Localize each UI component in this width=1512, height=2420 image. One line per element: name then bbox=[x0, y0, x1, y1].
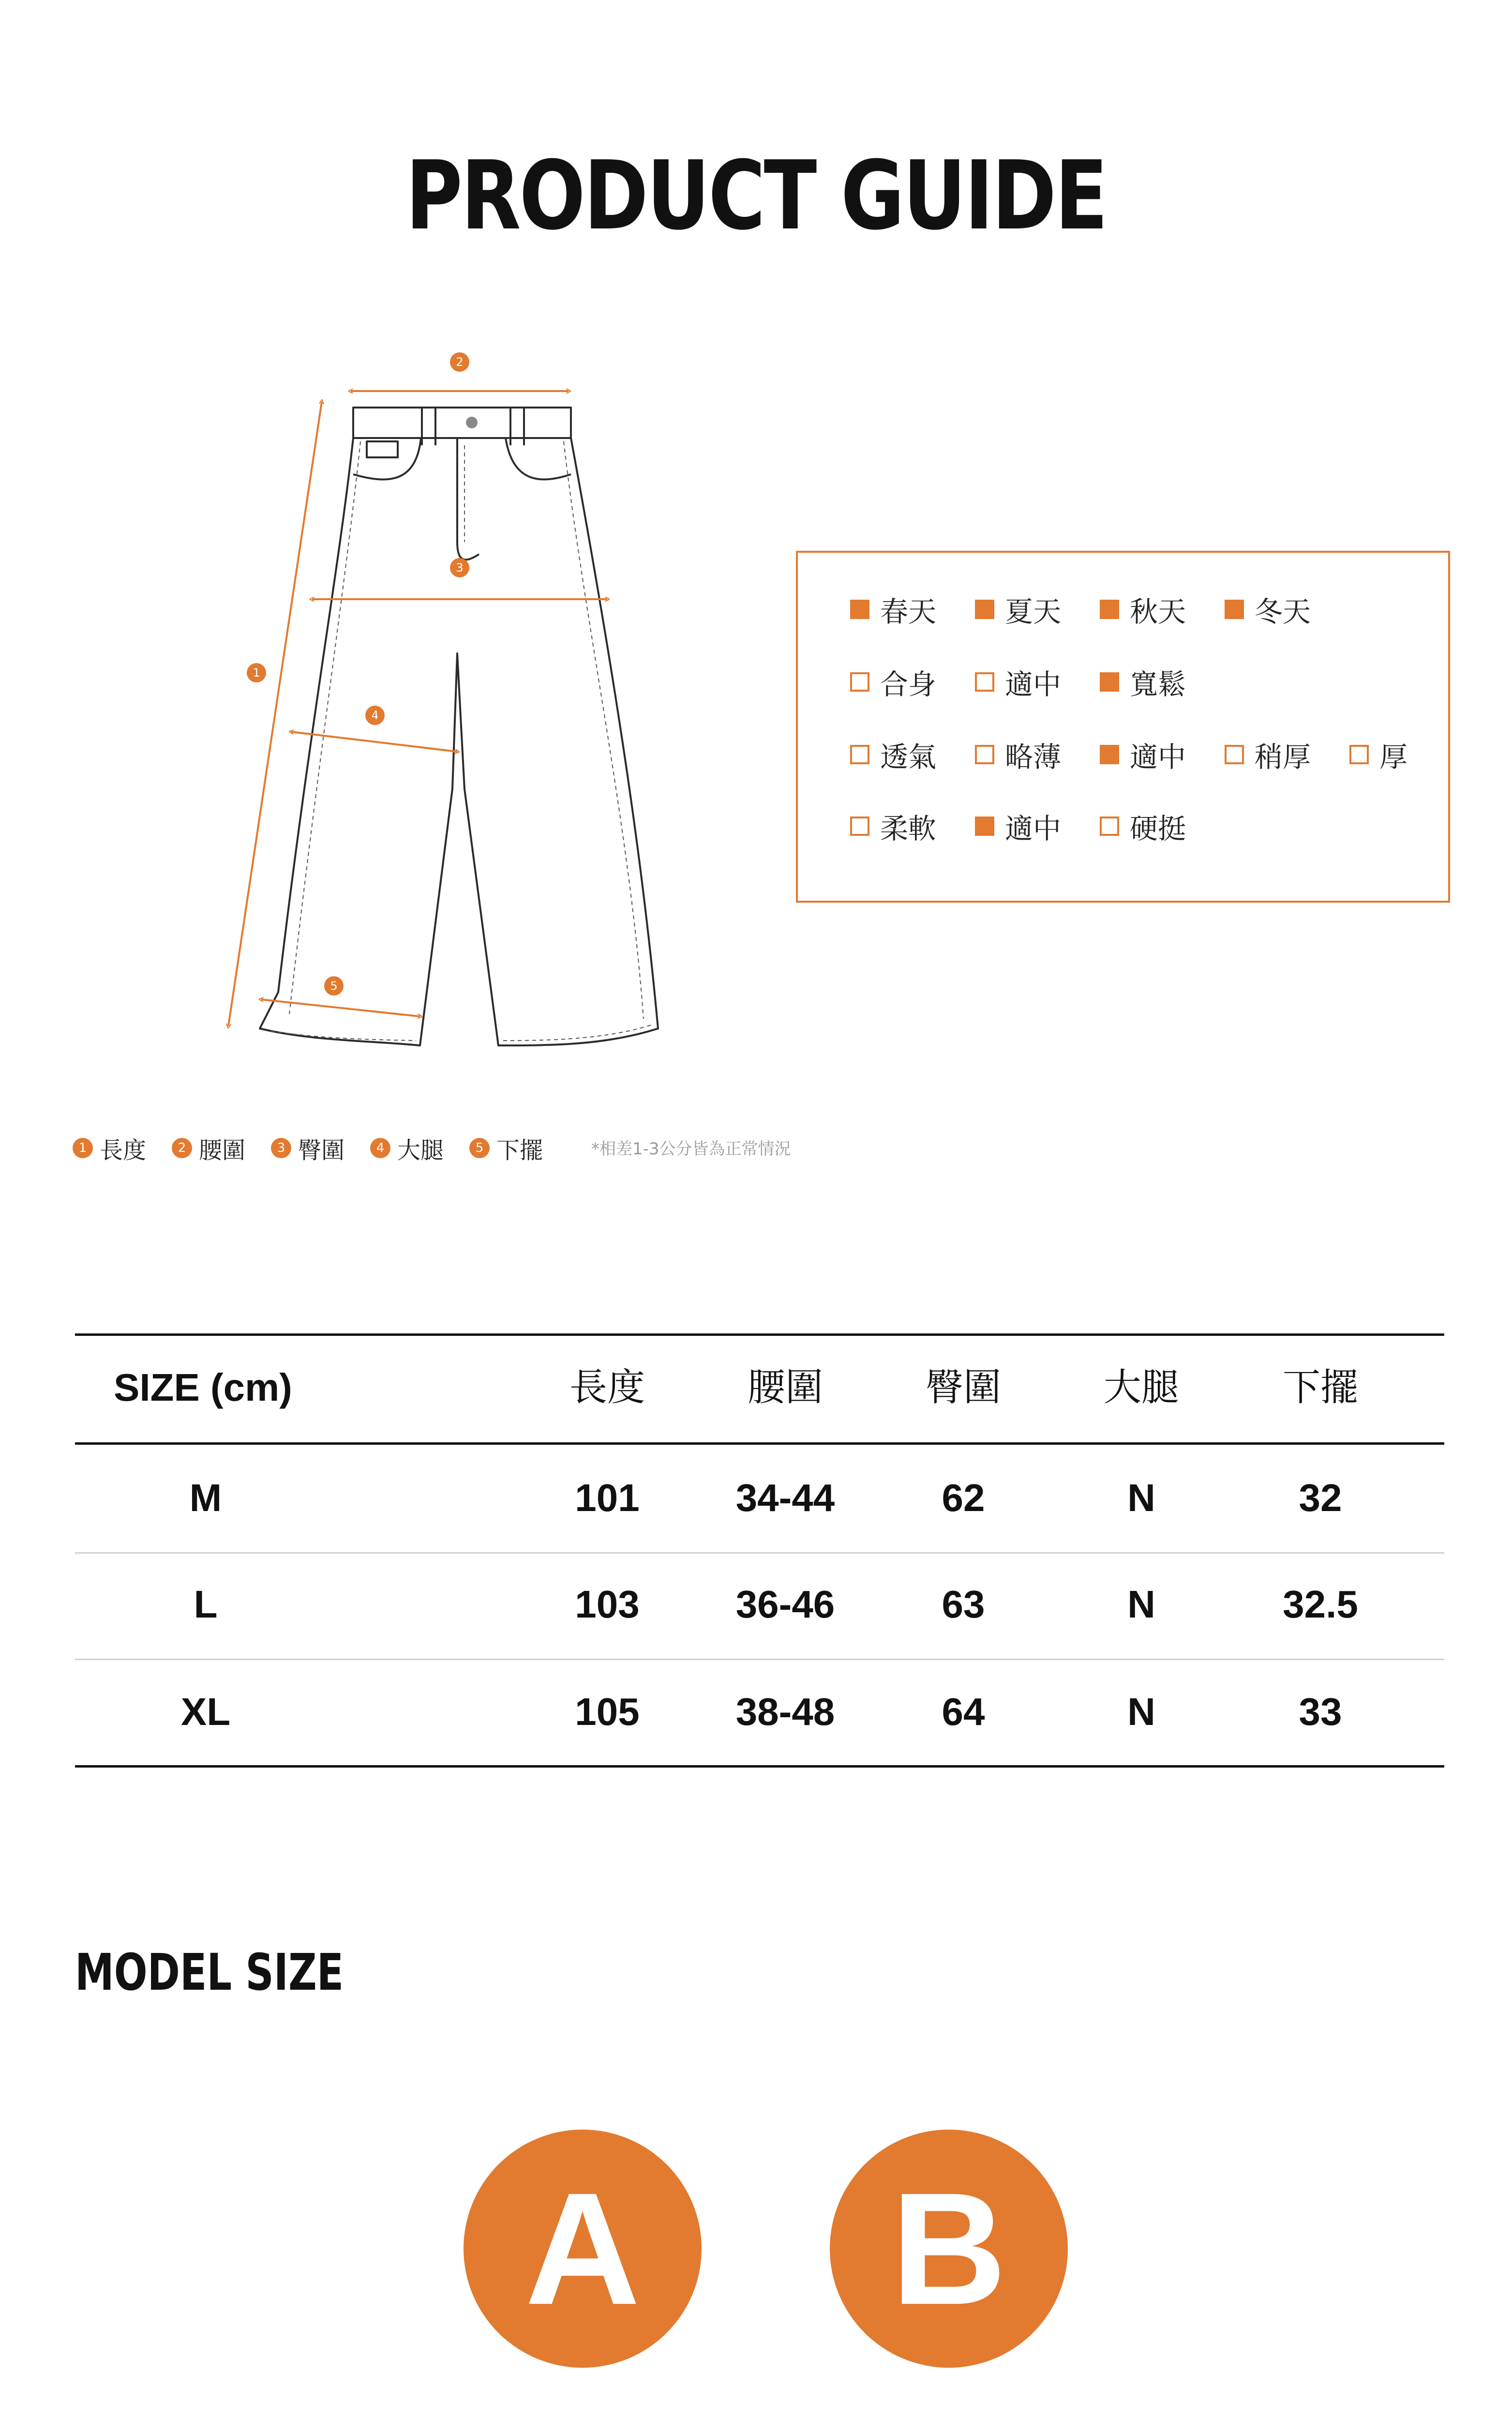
attr-item bbox=[1100, 665, 1186, 699]
marker-3 bbox=[450, 558, 469, 577]
table-cell: 105 bbox=[575, 1690, 640, 1733]
legend-label: 大腿 bbox=[397, 1136, 444, 1164]
legend-item bbox=[370, 1134, 444, 1163]
attr-label: 柔軟 bbox=[880, 812, 937, 845]
attr-label: 透氣 bbox=[880, 741, 937, 773]
attr-item bbox=[1225, 592, 1311, 626]
attributes-panel bbox=[796, 551, 1450, 903]
table-cell: 33 bbox=[1299, 1690, 1342, 1733]
svg-text:3: 3 bbox=[456, 561, 464, 575]
tolerance-note: *相差1-3公分皆為正常情況 bbox=[591, 1139, 791, 1159]
attr-label: 秋天 bbox=[1130, 595, 1186, 628]
attr-item bbox=[1225, 738, 1311, 771]
legend-item bbox=[172, 1134, 245, 1163]
model-a-name bbox=[413, 2418, 752, 2420]
table-rule bbox=[75, 1333, 1444, 1336]
marker-5 bbox=[324, 976, 344, 996]
table-header: 下擺 bbox=[1282, 1366, 1358, 1409]
attr-item bbox=[1100, 738, 1186, 771]
attr-label: 適中 bbox=[1005, 812, 1062, 845]
number-badge-icon: 3 bbox=[271, 1138, 291, 1158]
table-header: 大腿 bbox=[1103, 1366, 1179, 1409]
attr-item bbox=[1100, 592, 1186, 626]
attr-label: 厚 bbox=[1379, 741, 1408, 773]
marker-2 bbox=[450, 352, 469, 372]
legend-label: 下擺 bbox=[496, 1136, 543, 1164]
attr-item bbox=[1100, 809, 1186, 843]
table-cell: M bbox=[189, 1476, 222, 1519]
attr-label: 夏天 bbox=[1005, 595, 1062, 628]
table-rule bbox=[75, 1659, 1444, 1660]
attr-label: 略薄 bbox=[1005, 741, 1062, 773]
table-rule bbox=[75, 1765, 1444, 1768]
table-cell: L bbox=[194, 1583, 218, 1626]
legend-item bbox=[73, 1134, 146, 1163]
jeans-outline-icon bbox=[260, 408, 658, 1045]
table-cell: XL bbox=[180, 1690, 231, 1733]
marker-1 bbox=[247, 663, 266, 682]
checkbox-icon bbox=[975, 600, 994, 619]
attr-item bbox=[975, 738, 1061, 771]
attr-label: 適中 bbox=[1005, 668, 1062, 701]
attr-item bbox=[975, 809, 1061, 843]
checkbox-icon bbox=[1100, 600, 1119, 619]
model-a-badge: A bbox=[464, 2130, 702, 2368]
table-cell: 101 bbox=[575, 1476, 640, 1519]
table-cell: N bbox=[1127, 1690, 1155, 1733]
checkbox-icon bbox=[1225, 600, 1244, 619]
table-cell: 63 bbox=[942, 1583, 985, 1626]
legend-item bbox=[469, 1134, 543, 1163]
legend-label: 臀圍 bbox=[298, 1136, 345, 1164]
legend-label: 長度 bbox=[100, 1136, 147, 1164]
number-badge-icon: 2 bbox=[172, 1138, 192, 1158]
checkbox-icon bbox=[1100, 672, 1119, 692]
table-cell: 103 bbox=[575, 1583, 640, 1626]
attr-label: 適中 bbox=[1130, 741, 1186, 773]
model-b-name bbox=[779, 2418, 1118, 2420]
checkbox-icon bbox=[850, 817, 869, 836]
svg-text:1: 1 bbox=[253, 666, 260, 680]
checkbox-icon bbox=[1349, 745, 1369, 764]
table-cell: 32 bbox=[1299, 1476, 1342, 1519]
table-rule bbox=[75, 1442, 1444, 1445]
checkbox-icon bbox=[975, 745, 994, 764]
attr-item bbox=[850, 738, 936, 771]
attr-label: 稍厚 bbox=[1255, 741, 1311, 773]
attr-item bbox=[850, 809, 936, 843]
attr-item bbox=[850, 592, 936, 626]
table-header: 腰圍 bbox=[747, 1366, 823, 1409]
table-cell: N bbox=[1127, 1583, 1155, 1626]
model-b-badge: B bbox=[830, 2130, 1068, 2368]
checkbox-icon bbox=[1225, 745, 1244, 764]
checkbox-icon bbox=[1100, 745, 1119, 764]
checkbox-icon bbox=[850, 600, 869, 619]
table-cell: 38-48 bbox=[735, 1690, 835, 1733]
svg-text:5: 5 bbox=[330, 979, 338, 993]
table-cell: 36-46 bbox=[735, 1583, 835, 1626]
table-cell: 32.5 bbox=[1283, 1583, 1358, 1626]
attr-label: 寬鬆 bbox=[1130, 668, 1186, 701]
attr-label: 合身 bbox=[880, 668, 937, 701]
table-header: SIZE (cm) bbox=[114, 1366, 292, 1409]
number-badge-icon: 5 bbox=[469, 1138, 490, 1158]
model-size-heading: MODEL SIZE bbox=[75, 1943, 344, 2002]
svg-text:2: 2 bbox=[456, 355, 464, 369]
table-header: 臀圍 bbox=[925, 1366, 1001, 1409]
attr-item bbox=[1349, 738, 1407, 771]
checkbox-icon bbox=[850, 672, 869, 692]
table-cell: 62 bbox=[942, 1476, 985, 1519]
checkbox-icon bbox=[975, 672, 994, 692]
attr-item bbox=[850, 665, 936, 699]
table-header: 長度 bbox=[569, 1366, 645, 1409]
attr-label: 春天 bbox=[880, 595, 937, 628]
table-cell: 34-44 bbox=[735, 1476, 835, 1519]
page-title: PRODUCT GUIDE bbox=[405, 141, 1107, 251]
number-badge-icon: 4 bbox=[370, 1138, 390, 1158]
attr-item bbox=[975, 592, 1061, 626]
legend-item bbox=[271, 1134, 344, 1163]
number-badge-icon: 1 bbox=[73, 1138, 93, 1158]
table-cell: N bbox=[1127, 1476, 1155, 1519]
svg-text:4: 4 bbox=[371, 709, 379, 722]
attr-item bbox=[975, 665, 1061, 699]
checkbox-icon bbox=[1100, 817, 1119, 836]
table-cell: 64 bbox=[942, 1690, 985, 1733]
checkbox-icon bbox=[975, 817, 994, 836]
table-rule bbox=[75, 1552, 1444, 1554]
attr-label: 硬挺 bbox=[1130, 812, 1186, 845]
attr-label: 冬天 bbox=[1255, 595, 1311, 628]
legend-label: 腰圍 bbox=[199, 1136, 246, 1164]
checkbox-icon bbox=[850, 745, 869, 764]
marker-4 bbox=[365, 706, 385, 725]
